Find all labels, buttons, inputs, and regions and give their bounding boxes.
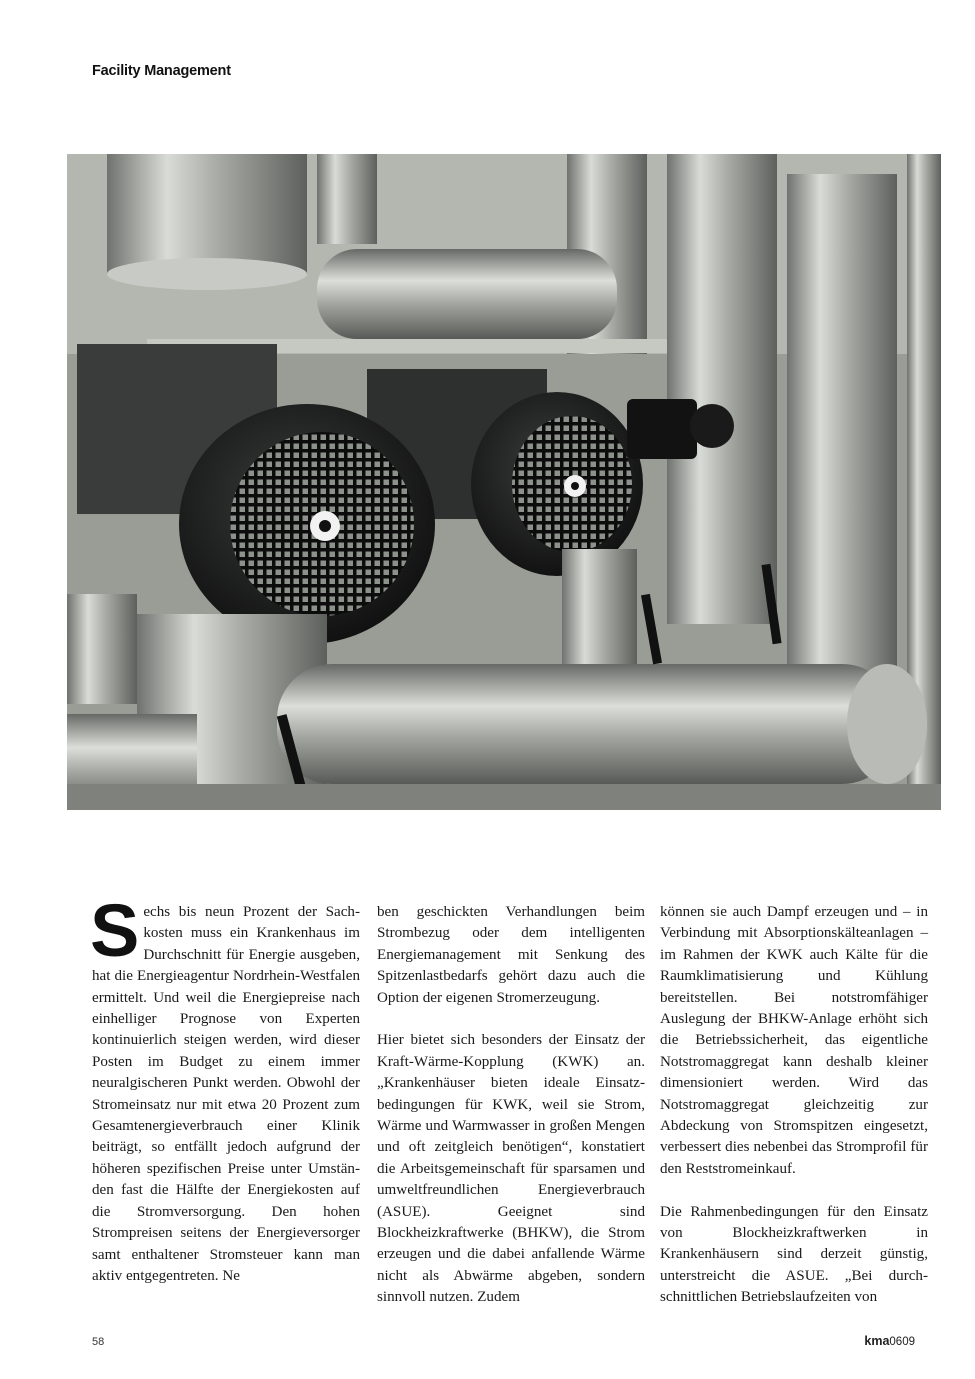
pump-room-photo [67, 154, 941, 810]
paragraph: können sie auch Dampf erzeugen und – in Verbindung mit Absorptionskälteanlagen – im Rahmen der KWK auch Kälte für die Raumklimatisierung und Kühlung bereitstellen. Bei notstromfähiger Auslegung der BHKW-Anlage erhöht sich die Betriebssicherheit, das eigentliche Notstromaggregat kann deshalb kleiner dimensioniert werden. Wird das Notstromaggregat gleichzeitig zur Abdeckung von Stromspitzen eingesetzt, verbessert dies nebenbei das Stromprofil für den Reststromeinkauf. [660, 904, 928, 1177]
paragraph: ben geschickten Verhandlungen beim Strombezug oder dem intelligenten Energiemanagement mit Senkung des Spitzenlastbedarfs gehört dazu auch die Option der eigenen Stromerzeugung. [377, 904, 645, 1006]
issue-label [864, 1334, 915, 1348]
paragraph: Hier bietet sich besonders der Einsatz der Kraft-Wärme-Kopplung (KWK) an. „Krankenhäuser bieten ideale Einsatzbedingungen für KWK, weil sie Strom, Wärme und Warmwasser in großen Mengen und oft zeitgleich benötigen“, konstatiert die Arbeitsgemeinschaft für sparsamen und umweltfreundlichen Energieverbrauch (ASUE). Geeignet sind Blockheizkraftwerke (BHKW), die Strom erzeugen und die dabei anfallende Wärme nicht als Abwärme abgeben, sondern sinnvoll nutzen. Zudem [377, 1032, 645, 1306]
paragraph [90, 889, 360, 1287]
brand-name: kma [864, 1334, 890, 1348]
issue-number: 0609 [889, 1336, 915, 1348]
text-column-3 [660, 902, 928, 1309]
text-column-2 [377, 902, 645, 1309]
text-column-1 [90, 889, 360, 1287]
page-number: 58 [92, 1336, 105, 1348]
section-label: Facility Management [92, 63, 231, 79]
paragraph: Die Rahmenbedingungen für den Einsatz von Blockheizkraftwerken in Krankenhäusern sind derzeit günstig, unterstreicht die ASUE. „Bei durchschnittlichen Betriebslaufzeiten von [660, 1203, 928, 1306]
drop-cap: S [90, 889, 140, 972]
paragraph-text: echs bis neun Prozent der Sachkosten muss ein Krankenhaus im Durchschnitt für Energie ausgeben, hat die Energieagentur Nordrhein-Westfalen ermittelt. Und weil die Energiepreise nach einhelliger Prognose von Experten kontinuierlich steigen werden, wird dieser Posten im Budget zu einem immer neuralgischeren Punkt werden. Obwohl der Stromeinsatz nur mit etwa 20 Prozent zum Gesamtenergieverbrauch einer Klinik beiträgt, so entfällt jedoch aufgrund der höheren spezifischen Preise unter Umständen fast die Hälfte der Energiekosten auf die Stromversorgung. Den hohen Strompreisen seitens der Energieversorger samt enthaltener Stromsteuer kann man aktiv entgegentreten. Ne [92, 904, 360, 1284]
